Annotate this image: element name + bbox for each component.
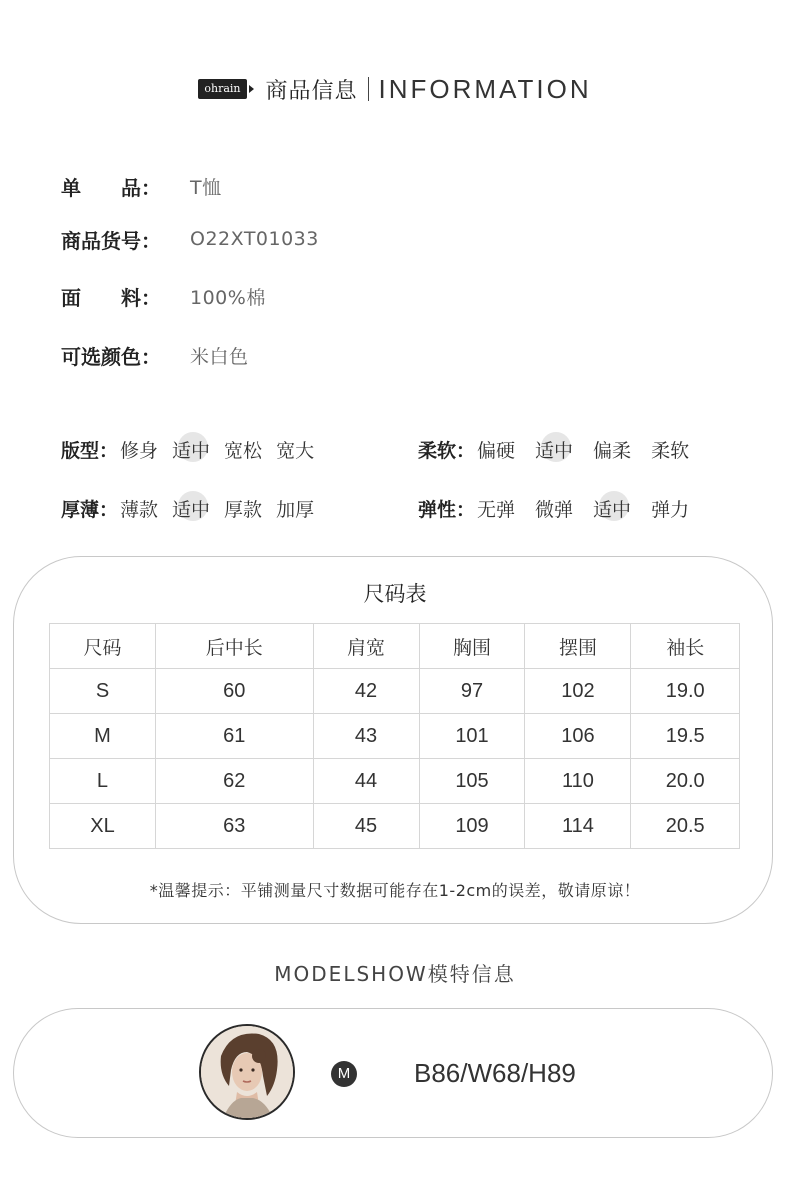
table-cell: 114 <box>525 804 631 849</box>
table-cell: L <box>50 759 156 804</box>
info-row-sku <box>61 224 319 254</box>
info-value: 米白色 <box>190 345 249 368</box>
model-size-badge: M <box>331 1061 357 1087</box>
attr-option-selected: 适中 <box>593 495 631 522</box>
table-header-row <box>50 624 740 669</box>
table-cell: 101 <box>419 714 525 759</box>
size-table <box>49 623 740 849</box>
attr-option: 宽松 <box>224 439 263 462</box>
table-cell: 44 <box>313 759 419 804</box>
attr-softness <box>418 434 709 464</box>
table-cell: 19.0 <box>631 669 740 714</box>
attr-option: 微弹 <box>535 498 574 521</box>
table-cell: 20.0 <box>631 759 740 804</box>
table-cell: 102 <box>525 669 631 714</box>
info-label: 面 料： <box>61 285 161 310</box>
attr-option-selected: 适中 <box>535 436 573 463</box>
table-cell: 61 <box>155 714 313 759</box>
attr-fit <box>61 434 328 464</box>
table-cell: 60 <box>155 669 313 714</box>
info-row-fabric <box>61 281 266 311</box>
info-label: 单 品： <box>61 175 161 200</box>
info-value: T恤 <box>190 176 222 199</box>
info-row-item <box>61 171 222 201</box>
attr-option: 加厚 <box>276 498 315 521</box>
model-section-title: MODELSHOW模特信息 <box>274 962 516 986</box>
table-row <box>50 669 740 714</box>
attr-option: 弹力 <box>651 498 690 521</box>
table-cell: 42 <box>313 669 419 714</box>
table-cell: 106 <box>525 714 631 759</box>
table-header-cell: 胸围 <box>419 624 525 669</box>
table-header-cell: 袖长 <box>631 624 740 669</box>
table-row <box>50 759 740 804</box>
info-value: 100%棉 <box>190 286 266 309</box>
attr-option-selected: 适中 <box>172 495 210 522</box>
table-cell: XL <box>50 804 156 849</box>
table-row <box>50 804 740 849</box>
attr-option: 偏柔 <box>593 439 632 462</box>
table-cell: S <box>50 669 156 714</box>
attr-label: 柔软： <box>418 439 476 462</box>
attr-label: 弹性： <box>418 498 476 521</box>
attr-label: 版型： <box>61 439 119 462</box>
model-info-card <box>13 1008 773 1138</box>
header-title-cn: 商品信息 <box>265 78 358 104</box>
attr-option: 修身 <box>120 439 159 462</box>
table-cell: 105 <box>419 759 525 804</box>
brand-logo <box>198 79 253 99</box>
attr-option-selected: 适中 <box>172 436 210 463</box>
info-row-color <box>61 340 249 370</box>
info-value: O22XT01033 <box>190 228 319 250</box>
table-cell: 43 <box>313 714 419 759</box>
attr-option: 无弹 <box>477 498 516 521</box>
attr-option: 柔软 <box>651 439 690 462</box>
table-cell: 20.5 <box>631 804 740 849</box>
model-portrait-icon <box>201 1026 293 1118</box>
table-row <box>50 714 740 759</box>
table-header-cell: 尺码 <box>50 624 156 669</box>
brand-logo-text: ohrain <box>198 79 246 99</box>
header-title-en: INFORMATION <box>378 73 592 104</box>
play-triangle-icon <box>249 85 254 93</box>
model-measurements: B86/W68/H89 <box>414 1058 576 1088</box>
info-header <box>0 70 790 108</box>
header-divider <box>368 77 369 101</box>
table-cell: 109 <box>419 804 525 849</box>
table-cell: 45 <box>313 804 419 849</box>
table-cell: 62 <box>155 759 313 804</box>
table-cell: M <box>50 714 156 759</box>
attr-option: 偏硬 <box>477 439 516 462</box>
table-cell: 97 <box>419 669 525 714</box>
table-cell: 19.5 <box>631 714 740 759</box>
attr-option: 厚款 <box>224 498 263 521</box>
attr-option: 宽大 <box>276 439 315 462</box>
measurement-note: *温馨提示：平铺测量尺寸数据可能存在1-2cm的误差，敬请原谅！ <box>149 881 641 900</box>
table-header-cell: 肩宽 <box>313 624 419 669</box>
attr-label: 厚薄： <box>61 498 119 521</box>
table-cell: 110 <box>525 759 631 804</box>
model-avatar <box>199 1024 295 1120</box>
table-header-cell: 后中长 <box>155 624 313 669</box>
table-cell: 63 <box>155 804 313 849</box>
info-label: 可选颜色： <box>61 344 161 369</box>
attr-thickness <box>61 493 328 523</box>
info-label: 商品货号： <box>61 228 161 253</box>
size-chart-title: 尺码表 <box>363 582 427 606</box>
table-header-cell: 摆围 <box>525 624 631 669</box>
attr-elasticity <box>418 493 709 523</box>
attr-option: 薄款 <box>120 498 159 521</box>
